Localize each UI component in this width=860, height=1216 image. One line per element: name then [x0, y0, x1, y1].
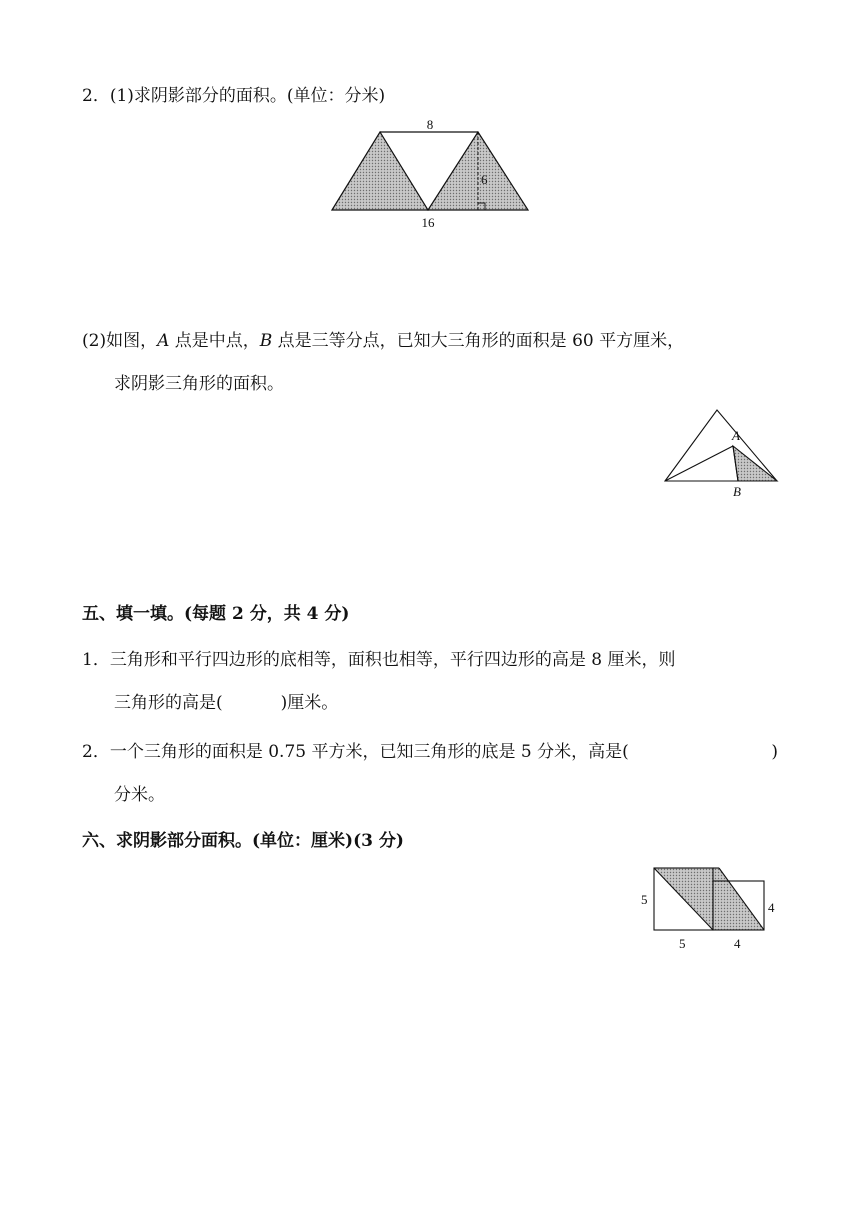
label-base-16: 16	[421, 215, 435, 230]
label-bottom-5: 5	[679, 936, 686, 951]
answer-blank-2-close: )	[771, 742, 778, 762]
triangle-figure	[656, 404, 786, 504]
sec5-q1-line1: 1．三角形和平行四边形的底相等，面积也相等，平行四边形的高是 8 厘米，则	[82, 650, 676, 670]
label-point-b: B	[733, 484, 741, 499]
trapezoid-figure	[326, 114, 536, 234]
q2-part2-line2: 求阴影三角形的面积。	[114, 374, 284, 394]
sec5-q2-line2: 分米。	[114, 785, 165, 805]
shaded-parallelogram	[713, 868, 764, 930]
label-right-4: 4	[768, 900, 775, 915]
sec5-q2-line1: 2．一个三角形的面积是 0.75 平方米，已知三角形的底是 5 分米，高是( )	[82, 742, 778, 762]
shaded-triangle	[733, 446, 777, 481]
shaded-triangle-left	[332, 132, 428, 210]
squares-figure	[636, 862, 786, 956]
label-left-5: 5	[641, 892, 648, 907]
q2-part2-line1: (2)如图，A 点是中点，B 点是三等分点，已知大三角形的面积是 60 平方厘米，	[82, 331, 685, 351]
q2-part1-text: 2．(1)求阴影部分的面积。(单位：分米)	[82, 86, 386, 106]
sec5-q1-line2: 三角形的高是( )厘米。	[114, 693, 339, 713]
inner-line-to-a	[665, 446, 733, 481]
label-point-a: A	[732, 428, 740, 443]
label-height-6: 6	[481, 172, 488, 187]
section5-heading: 五、填一填。(每题 2 分，共 4 分)	[82, 604, 350, 624]
section6-heading: 六、求阴影部分面积。(单位：厘米)(3 分)	[82, 831, 404, 851]
label-bottom-4: 4	[734, 936, 741, 951]
label-top-8: 8	[426, 117, 434, 132]
